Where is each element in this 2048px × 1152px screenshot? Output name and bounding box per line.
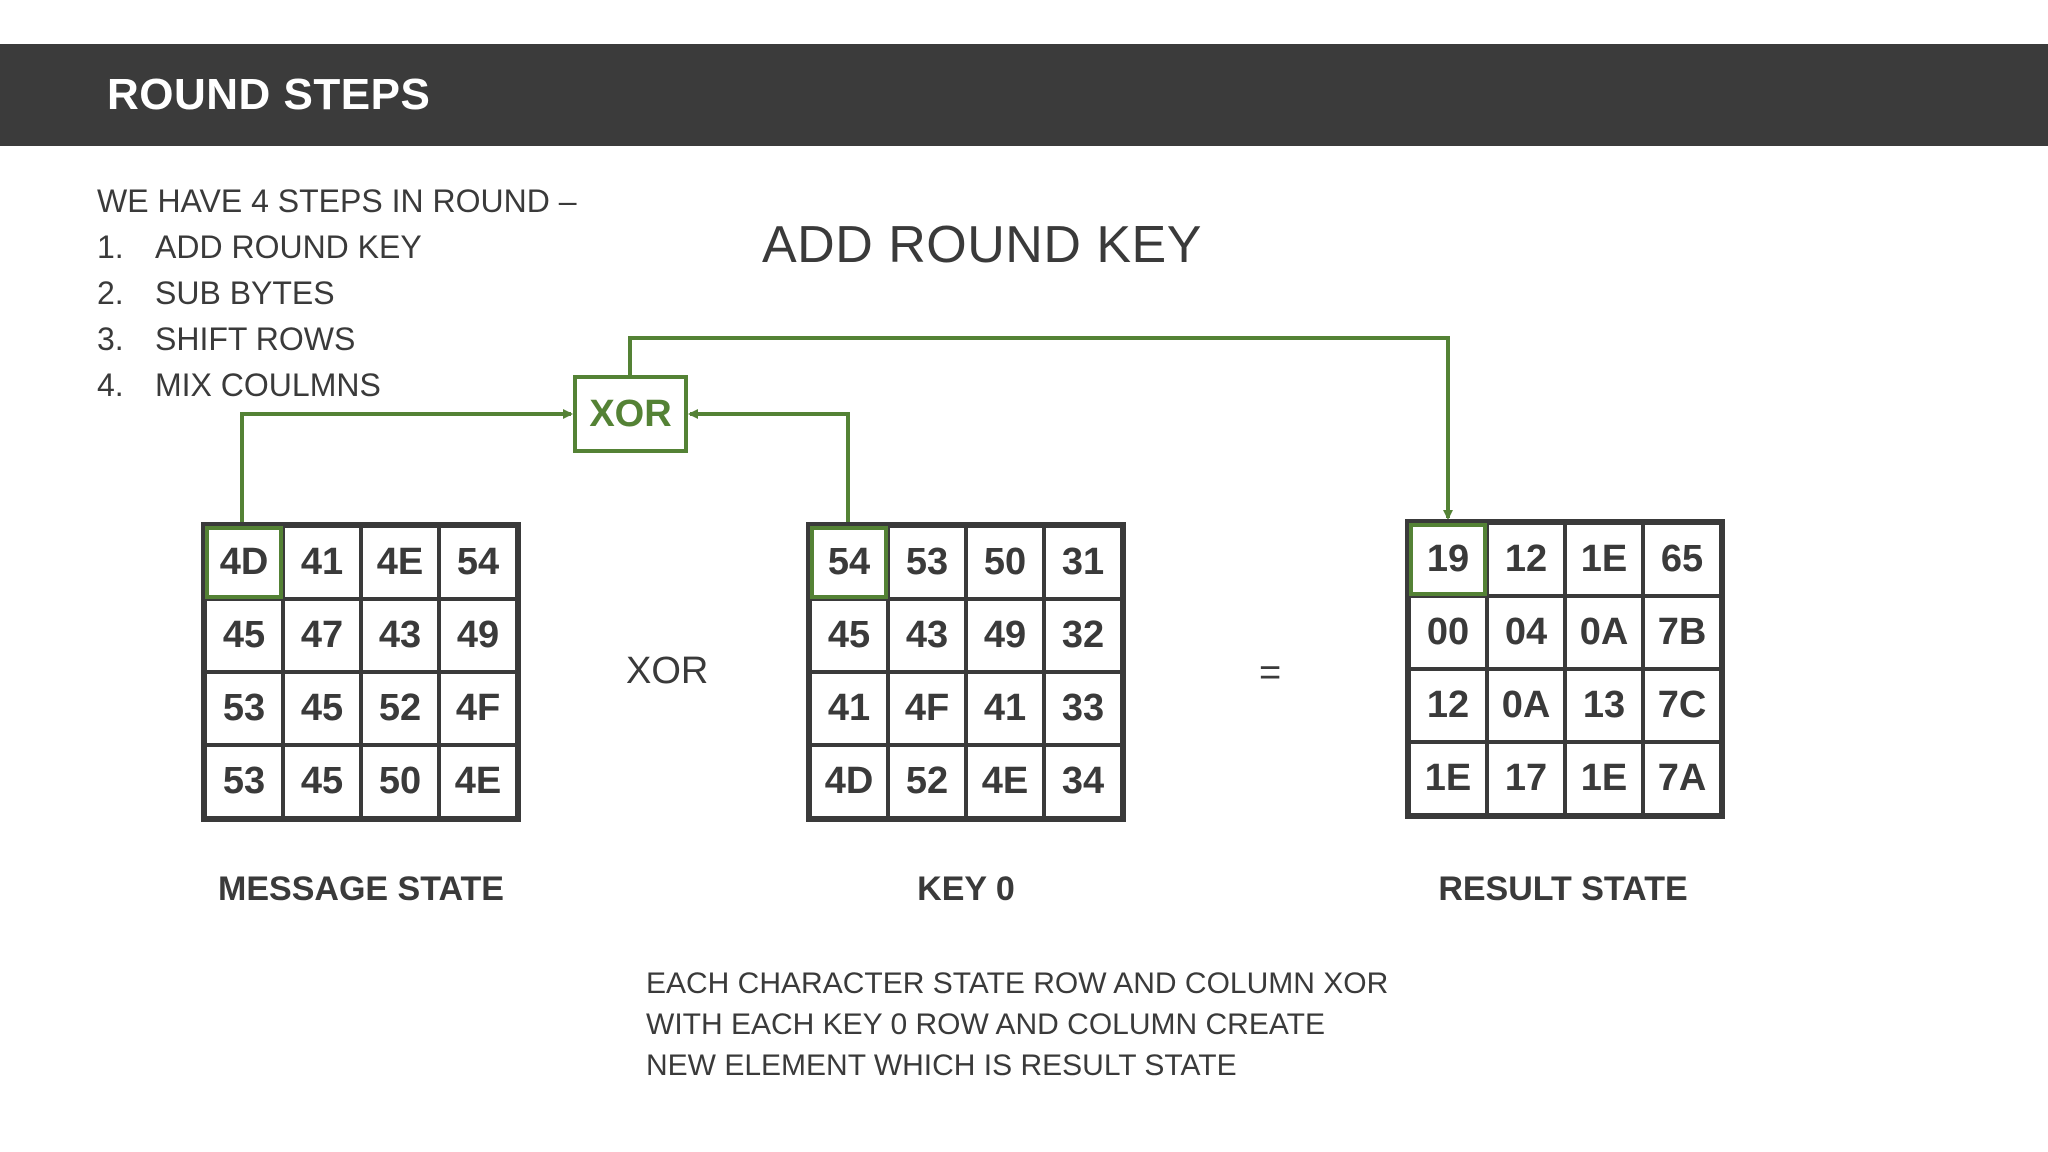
grid-cell: 7A: [1643, 742, 1721, 815]
grid-cell: 53: [888, 526, 966, 599]
grid-cell: 4E: [439, 745, 517, 818]
result-state-grid: [1405, 519, 1725, 819]
note-line: WITH EACH KEY 0 ROW AND COLUMN CREATE: [646, 1008, 1325, 1041]
grid-cell: 0A: [1565, 596, 1643, 669]
grid-cell: 52: [888, 745, 966, 818]
grid-cell: 7C: [1643, 669, 1721, 742]
grid-cell: 4F: [439, 672, 517, 745]
grid-cell: 0A: [1487, 669, 1565, 742]
grid-cell-highlighted: 54: [810, 526, 888, 599]
explanation-note: [646, 963, 1388, 1086]
page-title: ROUND STEPS: [107, 70, 431, 119]
grid-cell: 31: [1044, 526, 1122, 599]
step-number: 3.: [97, 321, 124, 357]
grid-cell: 50: [966, 526, 1044, 599]
grid-cell: 12: [1409, 669, 1487, 742]
key-0-label: KEY 0: [917, 870, 1015, 908]
note-line: NEW ELEMENT WHICH IS RESULT STATE: [646, 1049, 1237, 1082]
message-to-xor-arrow: [242, 414, 571, 525]
grid-cell: 53: [205, 745, 283, 818]
grid-cell: 1E: [1409, 742, 1487, 815]
grid-cell: 1E: [1565, 523, 1643, 596]
grid-cell: 4F: [888, 672, 966, 745]
grid-cell: 4E: [966, 745, 1044, 818]
grid-cell: 43: [361, 599, 439, 672]
step-label: ADD ROUND KEY: [155, 229, 422, 265]
grid-cell: 34: [1044, 745, 1122, 818]
step-number: 2.: [97, 275, 124, 311]
grid-cell: 65: [1643, 523, 1721, 596]
note-line: EACH CHARACTER STATE ROW AND COLUMN XOR: [646, 967, 1389, 1000]
grid-cell: 1E: [1565, 742, 1643, 815]
grid-cell: 53: [205, 672, 283, 745]
result-state-label: RESULT STATE: [1438, 870, 1688, 908]
grid-cell: 41: [810, 672, 888, 745]
message-state-label: MESSAGE STATE: [218, 870, 504, 908]
step-label: MIX COULMNS: [155, 367, 381, 403]
grid-cell: 45: [283, 745, 361, 818]
key-0-grid: [806, 522, 1126, 822]
key-to-xor-arrow: [690, 414, 848, 525]
grid-cell-highlighted: 4D: [205, 526, 283, 599]
grid-cell: 7B: [1643, 596, 1721, 669]
step-label: SUB BYTES: [155, 275, 335, 311]
xor-operator: XOR: [626, 650, 709, 692]
step-number: 1.: [97, 229, 124, 265]
message-state-grid: [201, 522, 521, 822]
grid-cell: 45: [205, 599, 283, 672]
grid-cell: 4E: [361, 526, 439, 599]
grid-cell: 49: [966, 599, 1044, 672]
grid-cell: 54: [439, 526, 517, 599]
grid-cell: 47: [283, 599, 361, 672]
grid-cell: 45: [283, 672, 361, 745]
grid-cell: 04: [1487, 596, 1565, 669]
grid-cell: 00: [1409, 596, 1487, 669]
grid-cell: 13: [1565, 669, 1643, 742]
grid-cell: 32: [1044, 599, 1122, 672]
xor-to-result-arrow: [630, 338, 1448, 518]
grid-cell: 17: [1487, 742, 1565, 815]
grid-cell: 43: [888, 599, 966, 672]
grid-cell: 4D: [810, 745, 888, 818]
equals-operator: =: [1259, 652, 1282, 694]
step-number: 4.: [97, 367, 124, 403]
grid-cell: 52: [361, 672, 439, 745]
grid-cell: 41: [966, 672, 1044, 745]
grid-cell: 12: [1487, 523, 1565, 596]
xor-operation-box: XOR: [573, 375, 688, 453]
intro-lead: WE HAVE 4 STEPS IN ROUND –: [97, 183, 577, 219]
section-title: ADD ROUND KEY: [762, 216, 1202, 274]
grid-cell-highlighted: 19: [1409, 523, 1487, 596]
grid-cell: 41: [283, 526, 361, 599]
grid-cell: 50: [361, 745, 439, 818]
grid-cell: 49: [439, 599, 517, 672]
grid-cell: 45: [810, 599, 888, 672]
step-label: SHIFT ROWS: [155, 321, 356, 357]
grid-cell: 33: [1044, 672, 1122, 745]
